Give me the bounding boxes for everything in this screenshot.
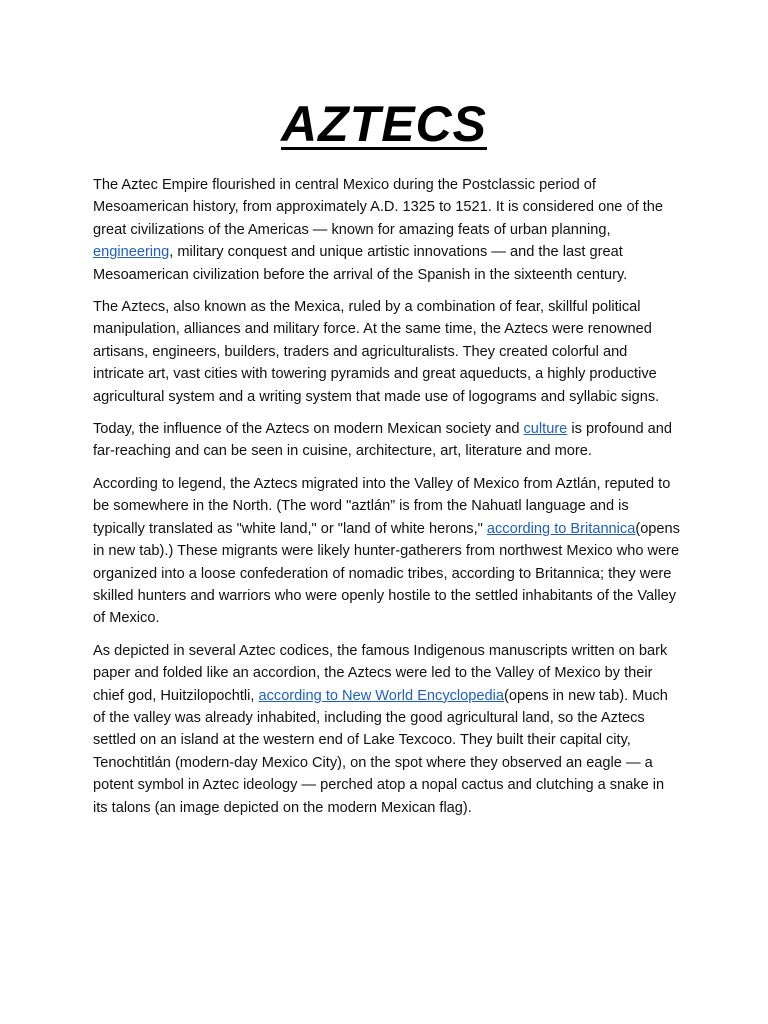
paragraph-4 bbox=[93, 473, 681, 630]
paragraph-3 bbox=[93, 418, 681, 463]
link-culture[interactable]: culture bbox=[523, 421, 568, 438]
paragraph-text: As depicted in several Aztec codices, the famous Indigenous manuscripts written on bark paper and folded like an accordion, the Aztecs were led to the Valley of Mexico by their chief god, Huitzilopochtli, bbox=[93, 642, 668, 704]
paragraph-text: Today, the influence of the Aztecs on modern Mexican society and bbox=[93, 421, 524, 438]
paragraph-text: The Aztecs, also known as the Mexica, ruled by a combination of fear, skillful political manipulation, alliances and military force. At the same time, the Aztecs were renowned artisans, engineers, builders, traders and agriculturalists. They created colorful and intricate art, vast cities with towering pyramids and great aqueducts, a highly productive agricultural system and a writing system that made use of logograms and syllabic signs. bbox=[93, 299, 660, 405]
paragraph-text: (opens in new tab).) These migrants were likely hunter-gatherers from northwest Mexico who were organized into a loose confederation of nomadic tribes, according to Britannica; they were skilled hunters and warriors who were openly hostile to the settled inhabitants of the Valley of Mexico. bbox=[93, 520, 680, 627]
paragraph-2 bbox=[93, 296, 681, 408]
paragraph-text: The Aztec Empire flourished in central Mexico during the Postclassic period of Mesoamerican history, from approximately A.D. 1325 to 1521. It is considered one of the great civilizations of the Americas — known for amazing feats of urban planning, bbox=[93, 177, 663, 238]
document-title: AZTECS bbox=[281, 96, 487, 152]
paragraph-text: is profound and far-reaching and can be seen in cuisine, architecture, art, literature and more. bbox=[93, 421, 672, 460]
paragraph-5 bbox=[93, 640, 681, 819]
link-britannica[interactable]: according to Britannica bbox=[486, 520, 636, 537]
paragraph-text: According to legend, the Aztecs migrated into the Valley of Mexico from Aztlán, reputed to be somewhere in the North. (The word "aztlán” is from the Nahuatl language and is typically translated as "white land," or "land of white herons," bbox=[93, 475, 671, 537]
paragraph-1 bbox=[93, 174, 681, 286]
link-engineering[interactable]: engineering bbox=[93, 244, 170, 261]
paragraph-text: , military conquest and unique artistic innovations — and the last great Mesoamerican civilization before the arrival of the Spanish in the sixteenth century. bbox=[93, 244, 628, 283]
document-body bbox=[93, 174, 681, 829]
link-new-world-encyclopedia[interactable]: according to New World Encyclopedia bbox=[258, 687, 504, 704]
paragraph-text: (opens in new tab). Much of the valley was already inhabited, including the good agricultural land, so the Aztecs settled on an island at the western end of Lake Texcoco. They built their capital city, Tenochtitlán (modern-day Mexico City), on the spot where they observed an eagle — a potent symbol in Aztec ideology — perched atop a nopal cactus and clutching a snake in its talons (an image depicted on the modern Mexican flag). bbox=[93, 687, 668, 816]
